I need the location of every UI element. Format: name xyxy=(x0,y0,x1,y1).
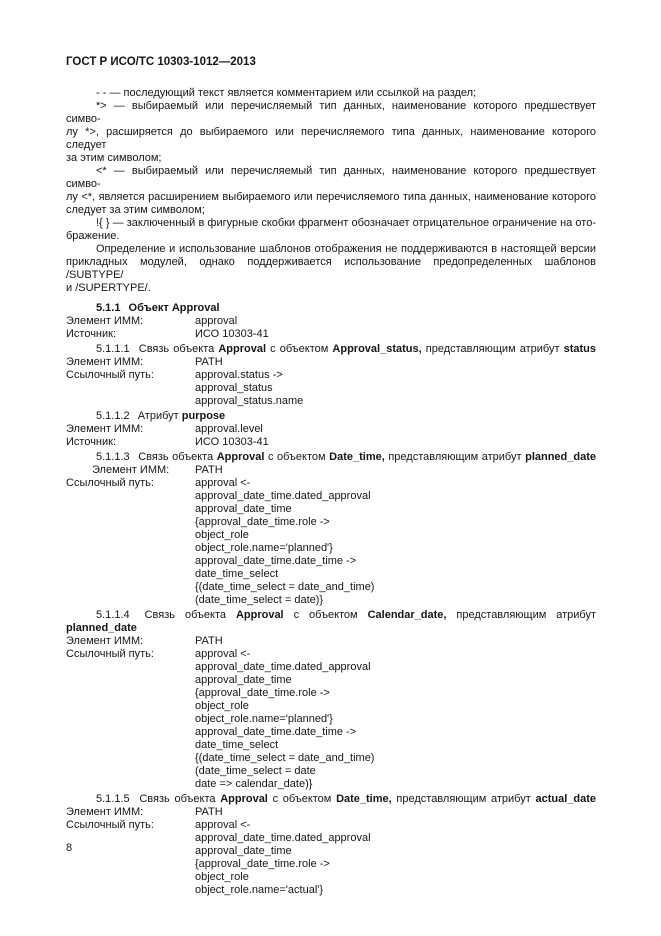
field-value-line: {approval_date_time.role -> xyxy=(195,516,330,528)
field-value-line: date => calendar_date)} xyxy=(195,778,313,790)
section xyxy=(66,609,596,791)
field-label: Элемент ИММ: xyxy=(66,635,144,647)
field-value xyxy=(195,328,596,341)
field-label: Элемент ИММ: xyxy=(92,464,170,476)
field-label: Элемент ИММ: xyxy=(66,806,144,818)
heading-emphasis: Approval xyxy=(220,793,268,805)
heading-text: Связь объекта xyxy=(139,793,221,805)
field-label: Ссылочный путь: xyxy=(66,477,154,489)
heading-emphasis: Объект Approval xyxy=(128,302,220,314)
field-label: Ссылочный путь: xyxy=(66,369,154,381)
heading-text: представляющим атрибут xyxy=(421,343,564,355)
heading-emphasis: Calendar_date, xyxy=(367,609,447,621)
field-label: Источник: xyxy=(66,328,117,340)
section-heading xyxy=(66,622,596,635)
section-heading xyxy=(66,343,596,356)
field-value-line: object_role xyxy=(195,529,249,541)
field-label: Источник: xyxy=(66,436,117,448)
paragraph-line: Определение и использование шаблонов отображения не поддерживаются в настоящей версии xyxy=(96,243,596,255)
field-value-line: approval_status.name xyxy=(195,395,304,407)
field-value-line: approval <- xyxy=(195,648,251,660)
field-value-line: object_role.name='planned'} xyxy=(195,713,333,725)
sections xyxy=(66,302,596,897)
heading-emphasis: Date_time, xyxy=(336,793,392,805)
intro-paragraphs xyxy=(66,87,596,295)
section-number: 5.1.1 xyxy=(96,302,121,314)
heading-emphasis: planned_date xyxy=(66,622,137,634)
field-value-line: approval <- xyxy=(195,819,251,831)
field-value-line: approval_date_time xyxy=(195,845,292,857)
section-number: 5.1.1.5 xyxy=(96,793,130,805)
field-row xyxy=(66,436,596,449)
heading-emphasis: Approval xyxy=(218,343,267,355)
field-value-line: approval_date_time xyxy=(195,674,292,686)
field-value-line: {approval_date_time.role -> xyxy=(195,687,330,699)
section-number: 5.1.1.4 xyxy=(96,609,130,621)
field-value-line: approval.level xyxy=(195,423,263,435)
document-header: ГОСТ Р ИСО/ТС 10303-1012—2013 xyxy=(66,56,256,68)
field-row xyxy=(66,423,596,436)
field-value xyxy=(195,819,596,897)
field-value-line: approval xyxy=(195,315,238,327)
paragraph-line: прикладных модулей, однако поддерживается использование предопределенных шаблонов /SUBTYPE/ xyxy=(66,256,596,281)
field-value xyxy=(195,356,596,369)
field-label: Элемент ИММ: xyxy=(66,423,144,435)
field-value-line: approval_date_time.date_time -> xyxy=(195,555,357,567)
field-value-line: object_role xyxy=(195,700,249,712)
field-row xyxy=(66,819,596,897)
field-row xyxy=(66,635,596,648)
field-value-line: object_role.name='planned'} xyxy=(195,542,333,554)
heading-text: представляющим атрибут xyxy=(446,609,597,621)
field-value-line: object_role xyxy=(195,871,249,883)
paragraph-line: <* — выбираемый или перечисляемый тип данных, наименование которого предшествует симво- xyxy=(66,165,596,190)
field-value-line: approval <- xyxy=(195,477,251,489)
field-value-line: approval_status xyxy=(195,382,273,394)
section-heading xyxy=(66,302,596,315)
field-value-line: ИСО 10303-41 xyxy=(195,328,269,340)
section xyxy=(66,343,596,408)
field-value-line: approval.status -> xyxy=(195,369,283,381)
paragraph-line: !{ } — заключенный в фигурные скобки фрагмент обозначает отрицательное ограничение на ото- xyxy=(96,217,596,229)
field-row xyxy=(66,648,596,791)
section-heading xyxy=(66,609,596,622)
heading-emphasis: Approval xyxy=(216,451,265,463)
field-row xyxy=(66,806,596,819)
heading-emphasis: purpose xyxy=(181,410,226,422)
field-value xyxy=(195,315,596,328)
heading-text: с объектом xyxy=(264,451,330,463)
heading-text: с объектом xyxy=(267,793,337,805)
page-number: 8 xyxy=(66,842,73,854)
paragraph-line: следует за этим символом; xyxy=(66,204,205,216)
paragraph-line: и /SUPERTYPE/. xyxy=(66,282,151,294)
field-value xyxy=(195,648,596,791)
field-value-line: (date_time_select = date xyxy=(195,765,316,777)
section-heading xyxy=(66,410,596,423)
field-value xyxy=(195,369,596,408)
section xyxy=(66,410,596,449)
field-row xyxy=(66,315,596,328)
section-number: 5.1.1.1 xyxy=(96,343,130,355)
paragraph-line: за этим символом; xyxy=(66,152,162,164)
field-row xyxy=(66,356,596,369)
field-value-line: PATH xyxy=(195,635,223,647)
heading-emphasis: Date_time, xyxy=(329,451,385,463)
paragraph-line: лу <*, является расширением выбираемого или перечисляемого типа данных, наименование которого xyxy=(66,191,596,203)
heading-emphasis: planned_date xyxy=(525,451,596,463)
heading-text: Связь объекта xyxy=(138,343,219,355)
section-number: 5.1.1.3 xyxy=(96,451,130,463)
heading-text: представляющим атрибут xyxy=(391,793,536,805)
heading-text: с объектом xyxy=(266,343,333,355)
field-row xyxy=(66,477,596,607)
field-value-line: (date_time_select = date)} xyxy=(195,594,324,606)
heading-text: Связь объекта xyxy=(144,609,236,621)
heading-emphasis: Approval_status, xyxy=(332,343,422,355)
field-label: Элемент ИММ: xyxy=(66,315,144,327)
heading-text: Атрибут xyxy=(137,410,182,422)
field-label: Ссылочный путь: xyxy=(66,819,154,831)
field-row xyxy=(66,369,596,408)
field-label: Ссылочный путь: xyxy=(66,648,154,660)
heading-text: Связь объекта xyxy=(138,451,217,463)
field-value-line: {(date_time_select = date_and_time) xyxy=(195,752,375,764)
field-value-line: ИСО 10303-41 xyxy=(195,436,269,448)
field-label: Элемент ИММ: xyxy=(66,356,144,368)
field-value-line: {approval_date_time.role -> xyxy=(195,858,330,870)
paragraph-line: лу *>, расширяется до выбираемого или перечисляемого типа данных, наименование которого следует xyxy=(66,126,596,151)
field-value-line: object_role.name='actual'} xyxy=(195,884,324,896)
field-value xyxy=(195,635,596,648)
paragraph-line: - - — последующий текст является комментарием или ссылкой на раздел; xyxy=(96,87,477,99)
section xyxy=(66,451,596,607)
field-row xyxy=(66,328,596,341)
field-value xyxy=(195,464,596,477)
section-heading xyxy=(66,451,596,464)
field-value-line: approval_date_time.dated_approval xyxy=(195,832,371,844)
paragraph-line: *> — выбираемый или перечисляемый тип данных, наименование которого предшествует симво- xyxy=(66,100,596,125)
section xyxy=(66,793,596,897)
heading-text: представляющим атрибут xyxy=(384,451,526,463)
heading-text: с объектом xyxy=(283,609,368,621)
paragraph-line: бражение. xyxy=(66,230,120,242)
heading-emphasis: Approval xyxy=(235,609,284,621)
field-value xyxy=(195,477,596,607)
field-value xyxy=(195,436,596,449)
section-number: 5.1.1.2 xyxy=(96,410,130,422)
field-value xyxy=(195,423,596,436)
field-value-line: approval_date_time.date_time -> xyxy=(195,726,357,738)
field-value-line: approval_date_time.dated_approval xyxy=(195,661,371,673)
field-value-line: approval_date_time xyxy=(195,503,292,515)
field-value-line: date_time_select xyxy=(195,739,279,751)
field-row xyxy=(66,464,596,477)
field-value-line: date_time_select xyxy=(195,568,279,580)
heading-emphasis: status xyxy=(563,343,596,355)
section-heading xyxy=(66,793,596,806)
field-value-line: PATH xyxy=(195,806,223,818)
field-value-line: PATH xyxy=(195,356,223,368)
heading-emphasis: actual_date xyxy=(535,793,596,805)
field-value-line: {(date_time_select = date_and_time) xyxy=(195,581,375,593)
field-value-line: approval_date_time.dated_approval xyxy=(195,490,371,502)
field-value xyxy=(195,806,596,819)
field-value-line: PATH xyxy=(195,464,223,476)
section xyxy=(66,302,596,341)
